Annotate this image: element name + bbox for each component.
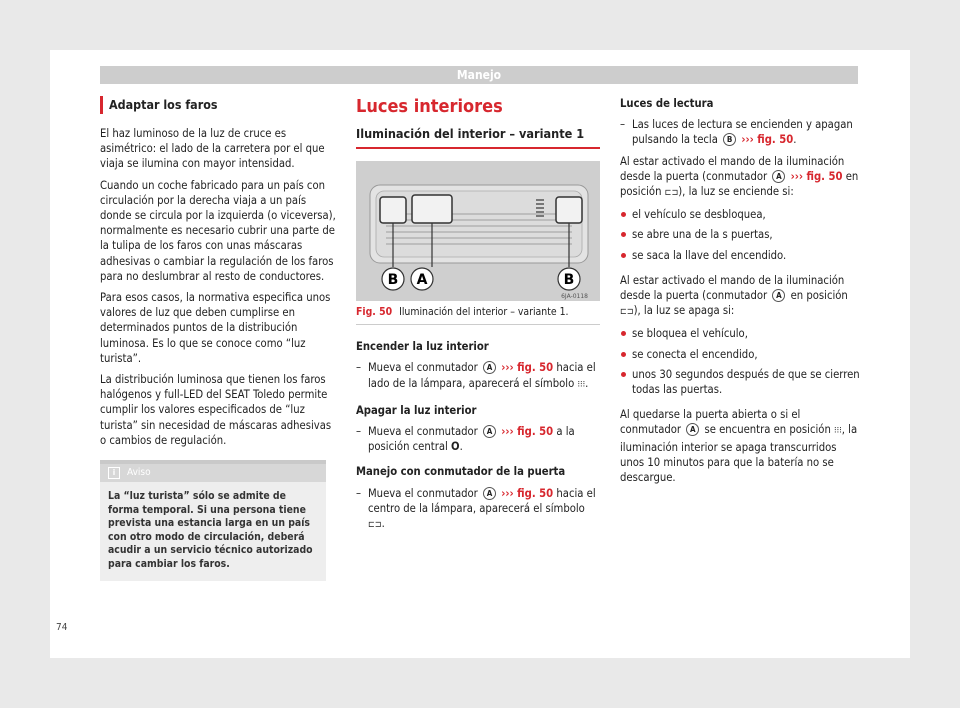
door-contact-symbol-icon: ⊏⊐ [664, 188, 679, 199]
list-enciende [620, 207, 860, 263]
badge-b: B [723, 133, 736, 146]
step-text: hacia el centro de la lámpara, aparecerá el símbolo [368, 486, 596, 515]
step-text: Mueva el conmutador [368, 361, 478, 375]
figure-reference-link[interactable]: ››› fig. 50 [790, 169, 843, 183]
text: en posición [790, 289, 848, 303]
step-puerta: – Mueva el conmutador A ››› fig. 50 hacia el centro de la lámpara, aparecerá el símbolo ⊏⊐. [356, 486, 600, 534]
list-item: el vehículo se desbloquea, [620, 207, 860, 222]
callout-b-right: B [563, 272, 575, 289]
subheading-puerta: Manejo con conmutador de la puerta [356, 465, 566, 479]
badge-a: A [483, 361, 496, 374]
badge-a: A [772, 289, 785, 302]
subheading-encender: Encender la luz interior [356, 340, 489, 354]
step-apagar: – Mueva el conmutador A ››› fig. 50 a la posición central O. [356, 424, 600, 454]
figure-number: Fig. 50 [356, 306, 393, 319]
figure-caption-text: Iluminación del interior – variante 1. [399, 306, 569, 319]
paragraph [620, 154, 860, 202]
callout-a: A [416, 272, 428, 289]
paragraph: La distribución luminosa que tienen los faros halógenos y full-LED del SEAT Toledo permite cumplir los valores especificados de “luz turista” sin necesidad de máscaras adhesivas o cambios de regulación. [100, 373, 332, 447]
figure-code: 6JA-0118 [561, 293, 588, 301]
text: , la iluminación interior se apaga transcurridos unos 10 minutos para que la batería no se descargue. [620, 423, 858, 485]
position-o: O [451, 440, 460, 454]
step-text: Mueva el conmutador [368, 486, 478, 500]
notice-box [100, 460, 326, 581]
step-text: hacia el lado de la lámpara, aparecerá el símbolo [368, 361, 596, 390]
door-contact-symbol-icon: ⊏⊐ [368, 520, 382, 531]
info-icon: i [108, 467, 120, 479]
step-text: Las luces de lectura se encienden y apagan pulsando la tecla [632, 118, 853, 147]
callout-b-left: B [387, 272, 399, 289]
list-item: unos 30 segundos después de que se cierren todas las puertas. [620, 367, 860, 397]
column-left [100, 96, 340, 581]
column-middle [356, 96, 600, 539]
page-number: 74 [56, 622, 68, 633]
figure-reference-link[interactable]: ››› fig. 50 [741, 133, 794, 147]
paragraph: Cuando un coche fabricado para un país con circulación por la derecha viaja a un país donde se circula por la izquierda (o viceversa), normalmente es necesario cubrir una parte de la tulipa de los faros con unas máscaras adhesivas o cambiar la regulación de los faros para no deslumbrar al resto de conductores. [100, 178, 336, 283]
step-lectura: – Las luces de lectura se encienden y apagan pulsando la tecla B ››› fig. 50. [620, 117, 860, 147]
paragraph: Para esos casos, la normativa especifica unos valores de luz que deben cumplirse en determinados puntos de la distribución luminosa. Es lo que se conoce como “luz turista”. [100, 291, 331, 365]
subheading-lectura: Luces de lectura [620, 97, 714, 110]
badge-a: A [686, 423, 699, 436]
reading-light-symbol-icon: ⁝⁝⁝ [834, 426, 842, 437]
list-apaga [620, 326, 860, 397]
step-encender: – Mueva el conmutador A ››› fig. 50 hacia el lado de la lámpara, aparecerá el símbolo ⁝⁝⁝. [356, 360, 600, 392]
subsection-heading: Iluminación del interior – variante 1 [356, 126, 600, 149]
text: Al estar activado el mando de la iluminación desde la puerta (conmutador [620, 273, 845, 303]
step-text: Mueva el conmutador [368, 425, 478, 439]
notice-text: La “luz turista” sólo se admite de forma temporal. Si una persona tiene prevista una estancia larga en un país con otro modo de circulación, deberá acudir a un servicio técnico autorizado para cambiar los faros. [108, 490, 313, 571]
paragraph [620, 273, 860, 321]
text: se encuentra en posición [704, 423, 831, 437]
figure-interior-light [356, 161, 600, 301]
list-item: se bloquea el vehículo, [620, 326, 860, 341]
notice-label: Aviso [127, 467, 151, 479]
paragraph: El haz luminoso de la luz de cruce es asimétrico: el lado de la carretera por el que viaja se ilumina con mayor intensidad. [100, 127, 325, 171]
notice-header [100, 464, 326, 482]
badge-a: A [483, 487, 496, 500]
text: ), la luz se enciende si: [678, 185, 794, 199]
subheading-apagar: Apagar la luz interior [356, 403, 477, 417]
section-title: Adaptar los faros [100, 96, 340, 114]
figure-reference-link[interactable]: ››› fig. 50 [501, 425, 554, 439]
list-item: se abre una de la s puertas, [620, 227, 860, 242]
figure-reference-link[interactable]: ››› fig. 50 [501, 361, 554, 375]
text: Al estar activado el mando de la iluminación desde la puerta (conmutador [620, 154, 845, 183]
badge-a: A [483, 425, 496, 438]
door-contact-symbol-icon: ⊏⊐ [620, 307, 634, 318]
list-item: se conecta el encendido, [620, 347, 860, 362]
badge-a: A [772, 170, 785, 183]
text: Al quedarse la puerta abierta o si el conmutador [620, 408, 801, 437]
chapter-title: Manejo [456, 68, 502, 82]
figure-reference-link[interactable]: ››› fig. 50 [501, 486, 554, 500]
list-item: se saca la llave del encendido. [620, 248, 860, 263]
chapter-heading: Luces interiores [356, 96, 503, 117]
text: ), la luz se apaga si: [633, 304, 735, 318]
figure-caption [356, 305, 600, 325]
reading-light-symbol-icon: ⁝⁝⁝ [577, 379, 586, 390]
interior-light-illustration [356, 161, 600, 301]
text: en posición [620, 169, 859, 199]
paragraph [620, 407, 860, 485]
step-text: a la posición central [368, 425, 575, 454]
column-right [620, 96, 860, 491]
